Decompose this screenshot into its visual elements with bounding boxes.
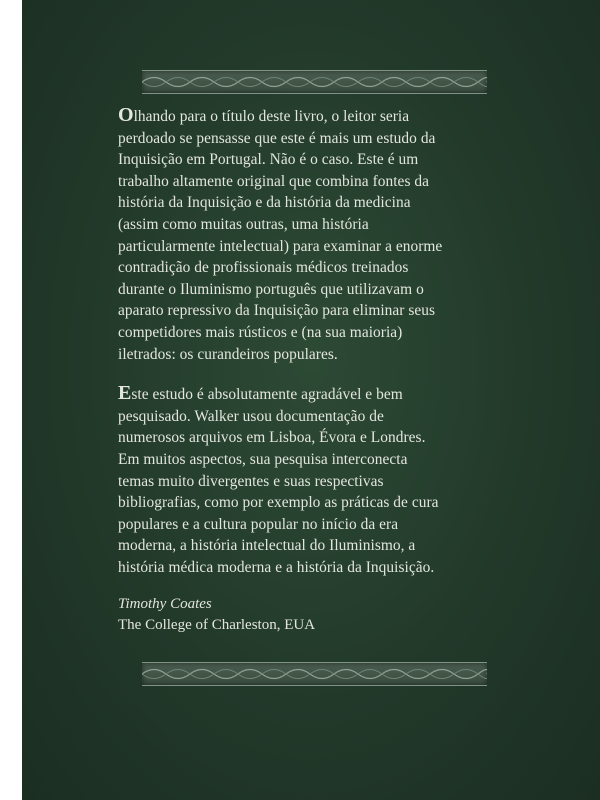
- review-author-name: Timothy Coates: [118, 596, 212, 613]
- review-author-institution: The College of Charleston, EUA: [118, 617, 316, 634]
- drop-cap: O: [118, 104, 134, 126]
- paragraph-text: lhando para o título deste livro, o leitor seria perdoado se pensasse que este é mais um estudo da Inquisição em Portugal. Não é o caso. Este é um trabalho altamente original que combina fontes da história da Inquisição e da história da medicina (assim como muitas outras, uma história particularmente intelectual) para examinar a enorme contradição de profissionais médicos treinados durante o Iluminismo português que utilizavam o aparato repressivo da Inquisição para eliminar seus competidores mais rústicos e (na sua maioria) iletrados: os curandeiros populares.: [118, 108, 443, 363]
- ornamental-border-bottom: [142, 662, 487, 686]
- blurb-text: [118, 105, 478, 634]
- paragraph-text: ste estudo é absolutamente agradável e bem pesquisado. Walker usou documentação de numerosos arquivos em Lisboa, Évora e Londres. Em muitos aspectos, sua pesquisa interconecta temas muito divergentes e suas respectivas bibliografias, como por exemplo as práticas de cura populares e a cultura popular no início da era moderna, a história intelectual do Iluminismo, a história médica moderna e a história da Inquisição.: [118, 386, 439, 576]
- drop-cap: E: [118, 382, 132, 405]
- blurb-paragraph-1: [118, 105, 478, 365]
- ornamental-border-top: [142, 70, 487, 94]
- blurb-paragraph-2: [118, 383, 478, 578]
